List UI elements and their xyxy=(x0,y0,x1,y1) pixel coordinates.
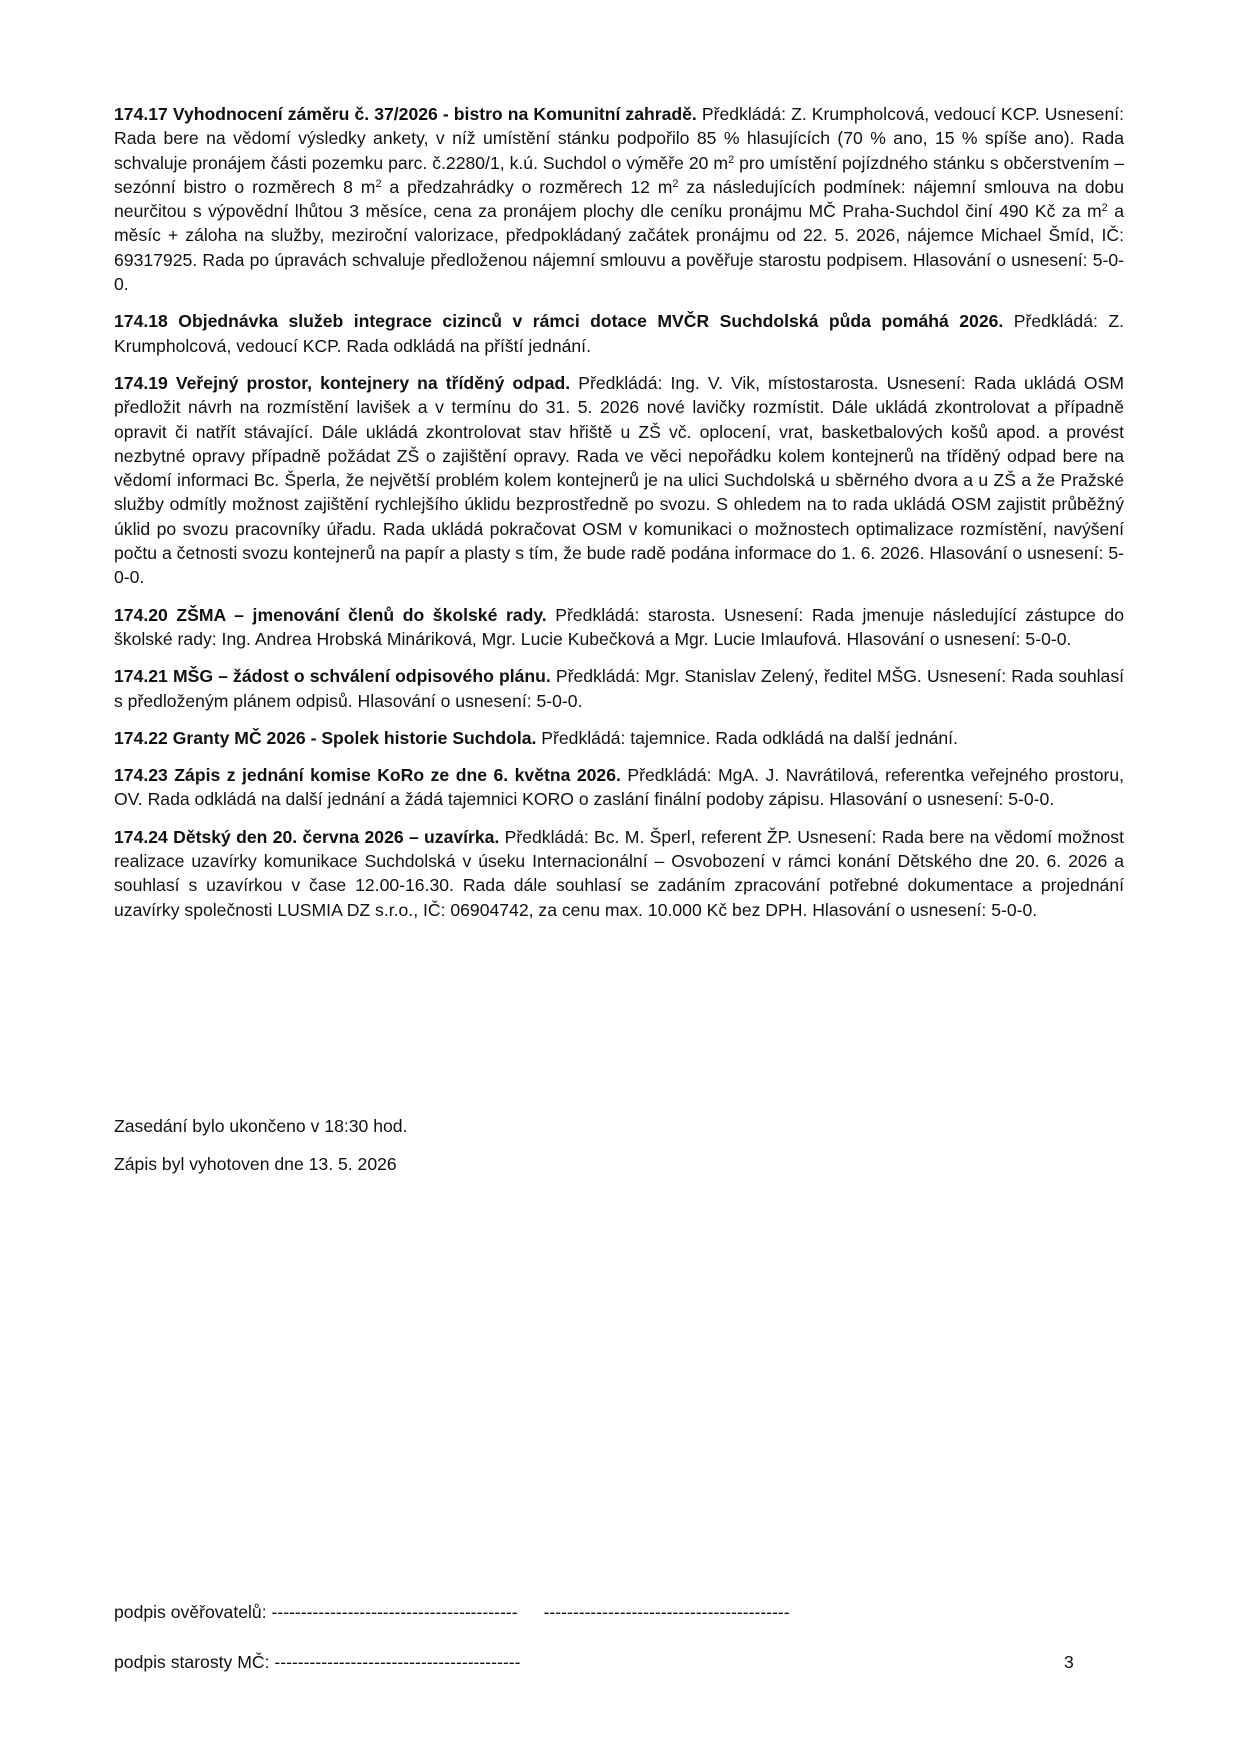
page-number: 3 xyxy=(1064,1652,1074,1672)
item-text: Předkládá: Bc. M. Šperl, referent ŽP. Usnesení: Rada bere na vědomí možnost realizace uzavírky komunikace Suchdolská v úseku Internacionální – Osvobození v rámci konání Dětského dne 20. 6. 2026 a souhlasí s uzavírkou v čase 12.00-16.30. Rada dále souhlasí se zadáním zpracování potřebné dokumentace a projednání uzavírky společnosti LUSMIA DZ s.r.o., IČ: 06904742, za cenu max. 10.000 Kč bez DPH. Hlasování o usnesení: 5-0-0. xyxy=(114,826,1124,920)
item-title: 174.22 Granty MČ 2026 - Spolek historie Suchdola. xyxy=(114,727,537,748)
minutes-content xyxy=(114,102,1124,935)
minutes-item-174-21 xyxy=(114,664,1124,713)
item-title: 174.19 Veřejný prostor, kontejnery na tříděný odpad. xyxy=(114,372,571,393)
minutes-item-174-24 xyxy=(114,825,1124,922)
minutes-item-174-22 xyxy=(114,726,1124,750)
minutes-item-174-18 xyxy=(114,309,1124,358)
signature-dashes: ------------------------------------------ xyxy=(274,1652,521,1672)
mayor-signature-line xyxy=(114,1650,520,1674)
item-title: 174.20 ZŠMA – jmenování členů do školské rady. xyxy=(114,604,547,625)
item-title: 174.24 Dětský den 20. června 2026 – uzavírka. xyxy=(114,826,500,847)
minutes-written-note: Zápis byl vyhotoven dne 13. 5. 2026 xyxy=(114,1154,397,1174)
minutes-item-174-23 xyxy=(114,763,1124,812)
item-text: Předkládá: Z. Krumpholcová, vedoucí KCP. Rada odkládá na příští jednání. xyxy=(114,311,1124,356)
item-text: Předkládá: tajemnice. Rada odkládá na další jednání. xyxy=(536,727,958,748)
verifiers-signature-label: podpis ověřovatelů: xyxy=(114,1602,267,1622)
mayor-signature-label: podpis starosty MČ: xyxy=(114,1652,270,1672)
item-title: 174.18 Objednávka služeb integrace cizinců v rámci dotace MVČR Suchdolská půda pomáhá 2026. xyxy=(114,311,1004,332)
minutes-item-174-19 xyxy=(114,371,1124,590)
item-text: Předkládá: MgA. J. Navrátilová, referentka veřejného prostoru, OV. Rada odkládá na další jednání a žádá tajemnici KORO o zaslání finální podoby zápisu. Hlasování o usnesení: 5-0-0. xyxy=(114,765,1125,810)
verifiers-signature-line xyxy=(114,1600,790,1624)
item-title: 174.17 Vyhodnocení záměru č. 37/2026 - bistro na Komunitní zahradě. xyxy=(114,104,697,124)
item-title: 174.21 MŠG – žádost o schválení odpisového plánu. xyxy=(114,666,551,687)
item-text: Předkládá: Mgr. Stanislav Zelený, ředitel MŠG. Usnesení: Rada souhlasí s předloženým plánem odpisů. Hlasování o usnesení: 5-0-0. xyxy=(114,666,1125,711)
item-text: Předkládá: Z. Krumpholcová, vedoucí KCP. Usnesení: Rada bere na vědomí výsledky ankety, v níž umístění stánku podpořilo 85 % hlasujících (70 % ano, 15 % spíše ano). Rada schvaluje pronájem části pozemku parc. č.2280/1, k.ú. Suchdol o výměře 20 $m^2$ pro umístění pojízdného stánku s občerstvením – sezónní bistro o rozměrech 8 $m^2$ a předzahrádky o rozměrech 12 $m^2$ za následujících podmínek: nájemní smlouva na dobu neurčitou s výpovědní lhůtou 3 měsíce, cena za pronájem plochy dle ceníku pronájmu MČ Praha-Suchdol činí 490 Kč za $m^2$ a měsíc + záloha na služby, meziroční valorizace, předpokládaný začátek pronájmu od 22. 5. 2026, nájemce Michael Šmíd, IČ: 69317925. Rada po úpravách schvaluje předloženou nájemní smlouvu a pověřuje starostu podpisem. Hlasování o usnesení: 5-0-0. xyxy=(114,104,1124,295)
minutes-item-174-17 xyxy=(114,102,1124,296)
signature-dashes: ------------------------------------------ xyxy=(543,1602,790,1622)
item-text: Předkládá: Ing. V. Vik, místostarosta. Usnesení: Rada ukládá OSM předložit návrh na rozmístění lavišek a v termínu do 31. 5. 2026 nové lavičky rozmístit. Dále ukládá zkontrolovat a případně opravit či natřít stávající. Dále ukládá zkontrolovat stav hřiště u ZŠ vč. oplocení, vrat, basketbalových košů apod. a provést nezbytné opravy případně požádat ZŠ o zajištění opravy. Rada ve věci nepořádku kolem kontejnerů na tříděný odpad bere na vědomí informaci Bc. Šperla, že největší problém kolem kontejnerů je na ulici Suchdolská u sběrného dvora a u ZŠ a že Pražské služby odmítly možnost zajištění rychlejšího úklidu bezprostředně po svozu. S ohledem na to rada ukládá OSM zajistit průběžný úklid po svozu pracovníky úřadu. Rada ukládá pokračovat OSM v komunikaci o možnostech optimalizace rozmístění, navýšení počtu a četnosti svozu kontejnerů na papír a plasty s tím, že bude radě podána informace do 1. 6. 2026. Hlasování o usnesení: 5-0-0. xyxy=(114,372,1125,588)
signature-dashes: ------------------------------------------ xyxy=(271,1602,518,1622)
item-text: Předkládá: starosta. Usnesení: Rada jmenuje následující zástupce do školské rady: Ing. Andrea Hrobská Mináriková, Mgr. Lucie Kubečková a Mgr. Lucie Imlaufová. Hlasování o usnesení: 5-0-0. xyxy=(114,604,1124,649)
minutes-item-174-20 xyxy=(114,603,1124,652)
item-title: 174.23 Zápis z jednání komise KoRo ze dne 6. května 2026. xyxy=(114,765,621,786)
meeting-ended-note: Zasedání bylo ukončeno v 18:30 hod. xyxy=(114,1116,408,1136)
